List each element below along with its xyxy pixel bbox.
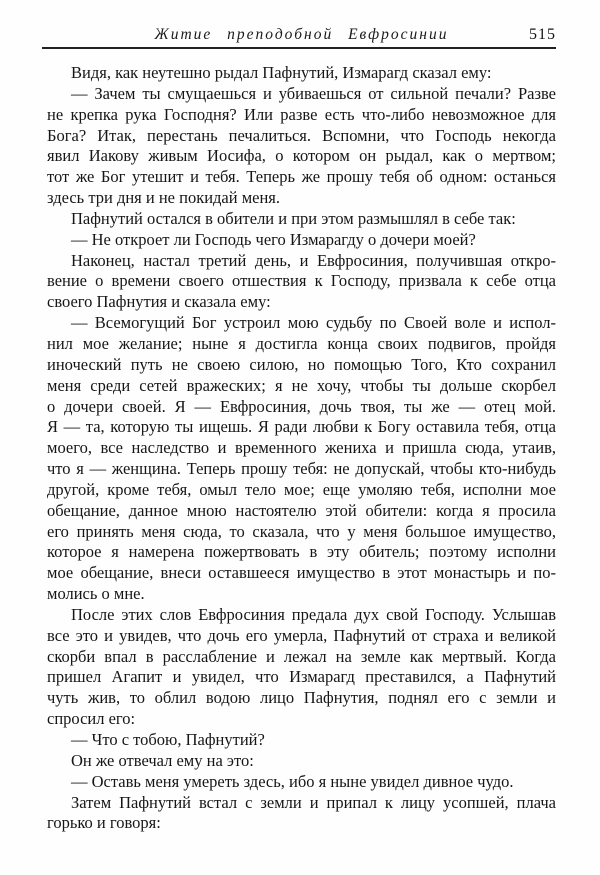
text-line: спросил его:: [47, 709, 136, 729]
text-line: Я — та, которую ты ищешь. Я ради любви к Богу оставила тебя, отца: [47, 417, 556, 437]
text-line: моего, все наследство и временного жениха и пришла сюда, утаив,: [47, 438, 556, 458]
text-line: Наконец, настал третий день, и Евфросиния, получившая откро-: [71, 250, 556, 270]
text-line: обещание, данное мною настоятелю этой обители: когда я просила: [47, 500, 556, 520]
running-head: [47, 26, 556, 44]
text-line: скорби впал в расслабление и лежал на земле как мертвый. Когда: [47, 646, 556, 666]
text-line: все это и увидев, что дочь его умерла, Пафнутий от страха и великой: [47, 625, 556, 645]
text-line: Затем Пафнутий встал с земли и припал к лицу усопшей, плача: [71, 792, 556, 812]
text-line: — Зачем ты смущаешься и убиваешься от сильной печали? Разве: [71, 83, 556, 103]
page-number: 515: [529, 26, 556, 43]
text-line: другой, кроме тебя, омыл тело мое; еще умоляю тебя, исполни мое: [47, 479, 556, 499]
text-line: нил мое желание; ныне я достигла конца своих подвигов, пройдя: [47, 333, 556, 353]
text-line: — Не откроет ли Господь чего Измарагду о дочери моей?: [71, 229, 476, 249]
running-head-title: Житие преподобной Евфросинии: [154, 26, 449, 43]
text-line: Он же отвечал ему на это:: [71, 750, 254, 770]
text-line: меня среди сетей вражеских; я не хочу, чтобы ты дольше скорбел: [47, 375, 556, 395]
text-line: иноческий путь не своею силою, но помощью Того, Кто сохранил: [47, 354, 556, 374]
text-line: Видя, как неутешно рыдал Пафнутий, Измарагд сказал ему:: [71, 63, 492, 82]
text-line: — Что с тобою, Пафнутий?: [71, 730, 265, 749]
text-line: явил Иакову живым Иосифа, о котором он рыдал, как о мертвом;: [47, 146, 556, 166]
text-line: здесь три дня и не покидай меня.: [47, 188, 281, 208]
text-line: вение о времени своего отшествия к Господу, призвала к себе отца: [47, 271, 556, 291]
text-line: пришел Агапит и увидел, что Измарагд преставился, а Пафнутий: [47, 667, 556, 687]
text-line: мое обещание, внеси оставшееся имущество в этот монастырь и по-: [47, 563, 556, 583]
text-line: не крепка рука Господня? Или разве есть что-либо невозможное для: [47, 104, 556, 124]
text-line: Пафнутий остался в обители и при этом размышлял в себе так:: [71, 208, 516, 228]
text-line: чуть жив, то облил водою лицо Пафнутия, поднял его с земли и: [47, 688, 556, 708]
text-line: которое я намерена пожертвовать в эту обитель; поэтому исполни: [47, 542, 556, 562]
text-line: Бога? Итак, перестань печалиться. Вспомни, что Господь некогда: [47, 125, 556, 145]
text-line: о дочери своей. Я — Евфросиния, дочь твоя, ты же — отец мой.: [47, 396, 556, 416]
page-body: [47, 63, 556, 834]
text-line: что я — женщина. Теперь прошу тебя: не допускай, чтобы кто-нибудь: [47, 459, 556, 479]
text-line: своего Пафнутия и сказала ему:: [47, 292, 271, 312]
text-line: — Оставь меня умереть здесь, ибо я ныне увидел дивное чудо.: [71, 771, 514, 791]
text-line: тот же Бог утешит и тебя. Теперь же прошу тебя об одном: останься: [47, 167, 556, 187]
text-line: — Всемогущий Бог устроил мою судьбу по Своей воле и испол-: [71, 313, 556, 333]
text-line: горько и говоря:: [47, 813, 161, 833]
text-line: молись о мне.: [47, 584, 145, 604]
text-line: его принять меня сюда, то сказала, что у меня большое имущество,: [47, 521, 556, 541]
header-rule: [42, 47, 556, 49]
text-line: После этих слов Евфросиния предала дух свой Господу. Услышав: [71, 604, 556, 624]
